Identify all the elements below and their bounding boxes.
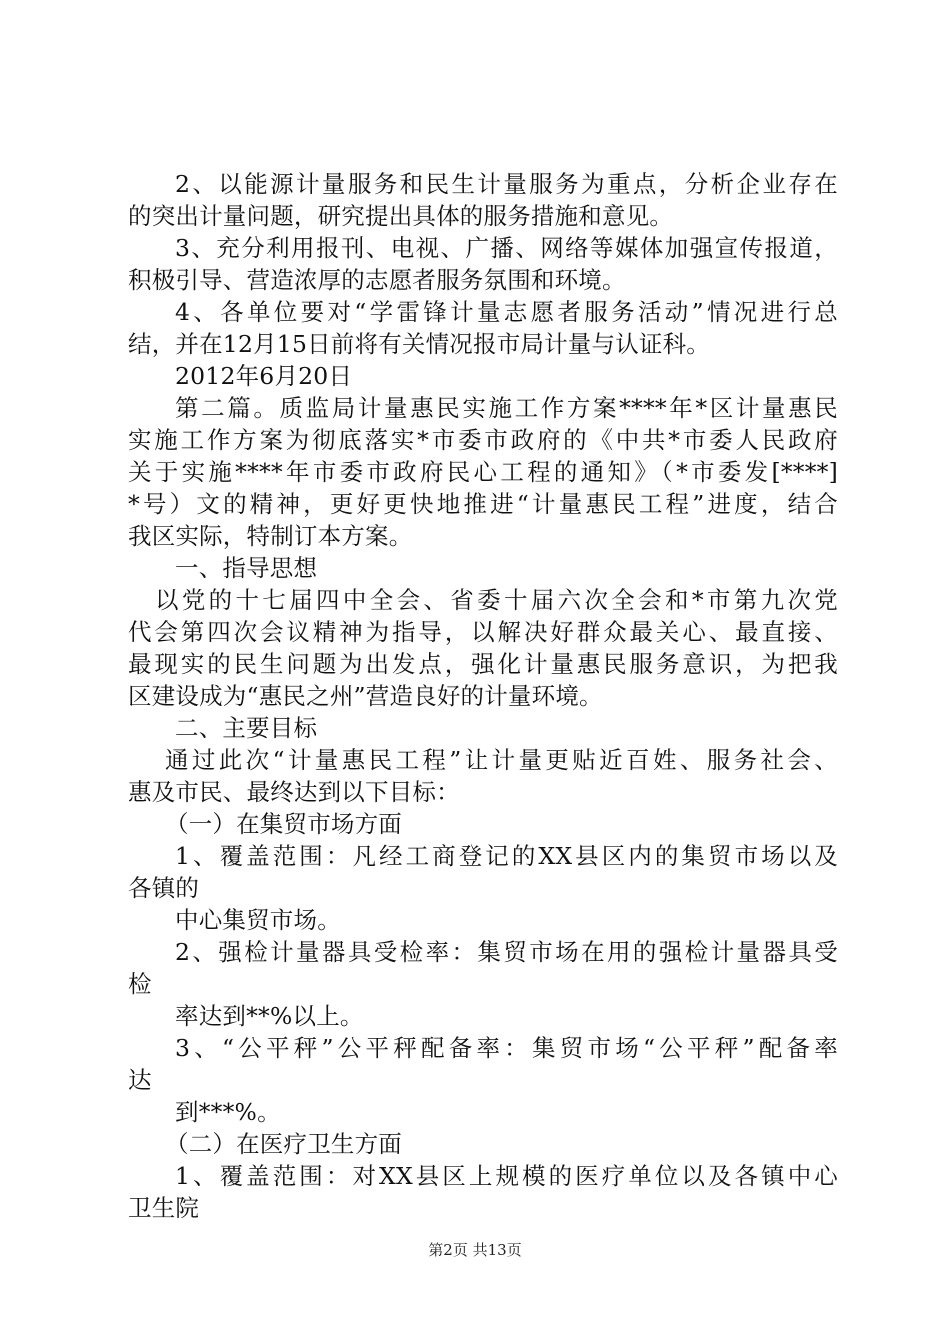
paragraph-line: 我区实际，特制订本方案。 xyxy=(128,522,413,550)
paragraph-line: 中心集贸市场。 xyxy=(175,906,341,934)
paragraph-line: *号）文的精神，更好更快地推进“计量惠民工程”进度，结合 xyxy=(128,490,838,518)
paragraph-line: 的突出计量问题，研究提出具体的服务措施和意见。 xyxy=(128,202,674,230)
paragraph-line: 1、覆盖范围：凡经工商登记的XX县区内的集贸市场以及 xyxy=(175,842,838,870)
paragraph-line: 检 xyxy=(128,970,152,998)
paragraph-line: 1、覆盖范围：对XX县区上规模的医疗单位以及各镇中心 xyxy=(175,1162,838,1190)
heading-guiding-thought: 一、指导思想 xyxy=(175,554,318,582)
section-title-line: 第二篇。质监局计量惠民实施工作方案****年*区计量惠民 xyxy=(175,394,838,422)
paragraph-line: 最现实的民生问题为出发点，强化计量惠民服务意识，为把我 xyxy=(128,650,838,678)
paragraph-line: 2、强检计量器具受检率：集贸市场在用的强检计量器具受 xyxy=(175,938,838,966)
paragraph-line: 4、各单位要对“学雷锋计量志愿者服务活动”情况进行总 xyxy=(175,298,838,326)
heading-main-goals: 二、主要目标 xyxy=(175,714,318,742)
subheading-medical: （二）在医疗卫生方面 xyxy=(165,1130,402,1158)
paragraph-line: 2、以能源计量服务和民生计量服务为重点，分析企业存在 xyxy=(175,170,838,198)
paragraph-line: 卫生院 xyxy=(128,1194,200,1222)
paragraph-line: 结，并在12月15日前将有关情况报市局计量与认证科。 xyxy=(128,330,711,358)
date-line: 2012年6月20日 xyxy=(175,362,353,390)
paragraph-line: 率达到**%以上。 xyxy=(175,1002,364,1030)
paragraph-line: 以党的十七届四中全会、省委十届六次全会和*市第九次党 xyxy=(155,586,838,614)
paragraph-line: 到***%。 xyxy=(175,1098,281,1126)
page-footer: 第2页 共13页 xyxy=(428,1241,522,1259)
document-body xyxy=(128,168,838,1224)
subheading-market: （一）在集贸市场方面 xyxy=(165,810,402,838)
paragraph-line: 积极引导、营造浓厚的志愿者服务氛围和环境。 xyxy=(128,266,626,294)
paragraph-line: 3、“公平秤”公平秤配备率：集贸市场“公平秤”配备率 xyxy=(175,1034,838,1062)
paragraph-line: 代会第四次会议精神为指导，以解决好群众最关心、最直接、 xyxy=(128,618,838,646)
paragraph-line: 惠及市民、最终达到以下目标： xyxy=(128,778,460,806)
paragraph-line: 关于实施****年市委市政府民心工程的通知》（*市委发[****] xyxy=(128,458,838,486)
paragraph-line: 区建设成为“惠民之州”营造良好的计量环境。 xyxy=(128,682,603,710)
paragraph-line: 各镇的 xyxy=(128,874,200,902)
paragraph-line: 达 xyxy=(128,1066,152,1094)
paragraph-line: 通过此次“计量惠民工程”让计量更贴近百姓、服务社会、 xyxy=(165,746,838,774)
paragraph-line: 3、充分利用报刊、电视、广播、网络等媒体加强宣传报道， xyxy=(175,234,838,262)
paragraph-line: 实施工作方案为彻底落实*市委市政府的《中共*市委人民政府 xyxy=(128,426,838,454)
